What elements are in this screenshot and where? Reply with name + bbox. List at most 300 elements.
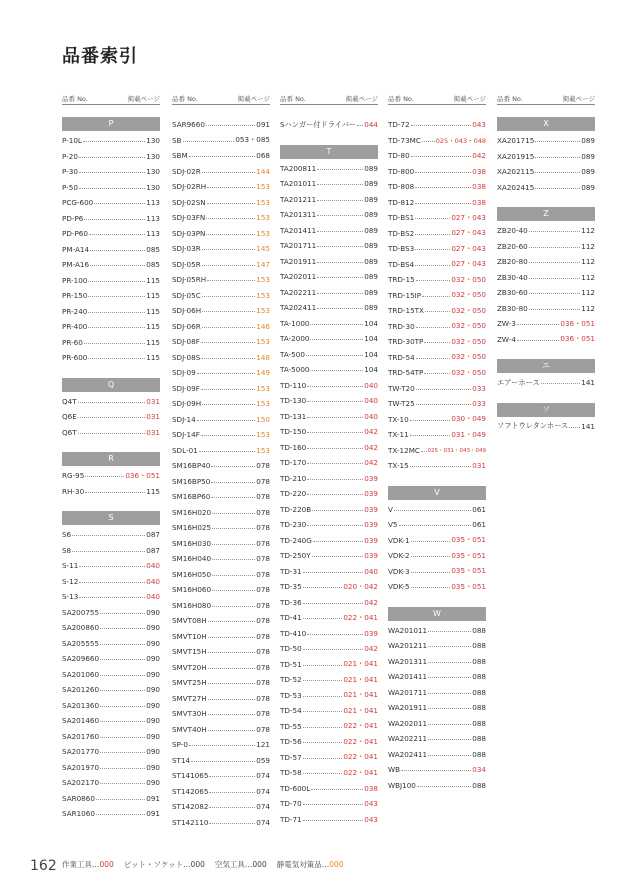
index-entry[interactable]: [172, 567, 270, 583]
index-entry[interactable]: [388, 762, 486, 778]
part-number: SA200860: [62, 623, 100, 633]
index-entry[interactable]: [172, 334, 270, 350]
index-entry[interactable]: [280, 238, 378, 254]
part-number: ST141065: [172, 771, 209, 781]
index-entry[interactable]: [388, 350, 486, 366]
page-ref: 088: [472, 687, 486, 697]
leader-dots: [307, 479, 363, 480]
index-entry[interactable]: [172, 396, 270, 412]
index-entry[interactable]: [172, 458, 270, 474]
index-entry[interactable]: [172, 675, 270, 691]
index-entry[interactable]: [62, 226, 160, 242]
index-entry[interactable]: [280, 455, 378, 471]
page-ref: 042: [364, 427, 378, 437]
index-entry[interactable]: [280, 347, 378, 363]
index-entry[interactable]: [280, 595, 378, 611]
index-entry[interactable]: [172, 784, 270, 800]
index-entry[interactable]: [172, 768, 270, 784]
index-entry[interactable]: [388, 272, 486, 288]
index-entry[interactable]: [172, 706, 270, 722]
index-entry[interactable]: [280, 641, 378, 657]
index-entry[interactable]: [388, 288, 486, 304]
page-ref: 036・051: [560, 318, 595, 328]
leader-dots: [303, 727, 343, 728]
part-number: TD-800: [388, 166, 415, 176]
leader-dots: [417, 786, 471, 787]
index-entry[interactable]: [62, 589, 160, 605]
leader-dots: [307, 386, 363, 387]
index-entry[interactable]: [172, 443, 270, 459]
leader-dots: [208, 652, 256, 653]
index-entry[interactable]: [62, 425, 160, 441]
part-number: ZB30-80: [497, 303, 528, 313]
page-ref: 032・050: [451, 274, 486, 284]
index-entry[interactable]: [388, 623, 486, 639]
page-ref: 085: [146, 260, 160, 270]
index-entry[interactable]: [388, 257, 486, 273]
leader-dots: [189, 156, 256, 157]
part-number: TD-72: [388, 120, 410, 130]
page-ref: 074: [256, 771, 270, 781]
index-entry[interactable]: [280, 285, 378, 301]
index-entry[interactable]: [497, 316, 595, 332]
index-entry[interactable]: [388, 412, 486, 428]
index-entry[interactable]: [172, 179, 270, 195]
index-entry[interactable]: [280, 765, 378, 781]
index-entry[interactable]: [62, 180, 160, 196]
index-entry[interactable]: [172, 303, 270, 319]
index-entry[interactable]: [388, 716, 486, 732]
index-entry[interactable]: [172, 350, 270, 366]
index-entry[interactable]: [388, 579, 486, 595]
index-entry[interactable]: [280, 192, 378, 208]
index-entry[interactable]: [388, 747, 486, 763]
page-ref: 089: [364, 210, 378, 220]
index-entry[interactable]: [172, 226, 270, 242]
index-entry[interactable]: [497, 270, 595, 286]
index-entry[interactable]: [280, 719, 378, 735]
index-entry[interactable]: [497, 149, 595, 165]
page-ref: 078: [256, 693, 270, 703]
leader-dots: [428, 677, 471, 678]
index-entry[interactable]: [497, 375, 595, 391]
index-entry[interactable]: [280, 471, 378, 487]
index-entry[interactable]: [280, 161, 378, 177]
section-header: エ: [497, 359, 595, 373]
index-entry[interactable]: [280, 378, 378, 394]
index-entry[interactable]: [172, 691, 270, 707]
index-entry[interactable]: [62, 558, 160, 574]
index-entry[interactable]: [280, 176, 378, 192]
leader-dots: [529, 231, 581, 232]
index-entry[interactable]: [280, 269, 378, 285]
index-entry[interactable]: [62, 682, 160, 698]
index-entry[interactable]: [172, 660, 270, 676]
index-entry[interactable]: [388, 517, 486, 533]
index-entry[interactable]: [172, 536, 270, 552]
leader-dots: [312, 510, 363, 511]
index-entry[interactable]: [497, 133, 595, 149]
index-entry[interactable]: [62, 468, 160, 484]
footer-category-label: 静電気対策品…: [276, 860, 330, 869]
part-number: RG-95: [62, 471, 85, 481]
column-header-code-label: 品番 No.: [172, 95, 198, 103]
footer-category-legend: [62, 859, 344, 870]
page-ref: 115: [146, 486, 160, 496]
index-entry[interactable]: [62, 667, 160, 683]
index-entry[interactable]: [172, 489, 270, 505]
page-ref: 090: [146, 607, 160, 617]
index-entry[interactable]: [172, 815, 270, 831]
index-entry[interactable]: [62, 698, 160, 714]
index-entry[interactable]: [280, 703, 378, 719]
index-entry[interactable]: [280, 393, 378, 409]
index-entry[interactable]: [280, 409, 378, 425]
page-ref: 040: [364, 411, 378, 421]
page-ref: 130: [146, 182, 160, 192]
index-entry[interactable]: [172, 272, 270, 288]
index-entry[interactable]: [388, 778, 486, 794]
part-number: TD-70: [280, 799, 302, 809]
index-entry[interactable]: [172, 613, 270, 629]
index-entry[interactable]: [388, 334, 486, 350]
index-entry[interactable]: [172, 133, 270, 149]
leader-dots: [208, 621, 256, 622]
index-entry[interactable]: [280, 750, 378, 766]
index-entry[interactable]: [388, 148, 486, 164]
index-entry[interactable]: [62, 335, 160, 351]
leader-dots: [100, 659, 145, 660]
index-entry[interactable]: [280, 486, 378, 502]
part-number: ZB20-80: [497, 257, 528, 267]
index-entry[interactable]: [388, 133, 486, 149]
index-entry[interactable]: [497, 239, 595, 255]
leader-dots: [307, 634, 363, 635]
index-entry[interactable]: [62, 605, 160, 621]
page-ref: 022・041: [343, 721, 378, 731]
index-entry[interactable]: [388, 164, 486, 180]
index-entry[interactable]: [172, 164, 270, 180]
index-entry[interactable]: [62, 636, 160, 652]
index-entry[interactable]: [62, 288, 160, 304]
part-number: TW-T20: [388, 383, 415, 393]
index-entry[interactable]: [280, 316, 378, 332]
index-entry[interactable]: [172, 241, 270, 257]
index-entry[interactable]: [280, 300, 378, 316]
index-entry[interactable]: [172, 381, 270, 397]
page-ref: 088: [472, 749, 486, 759]
index-entry[interactable]: [172, 753, 270, 769]
index-column-5: [497, 94, 595, 434]
page-ref: 090: [146, 638, 160, 648]
index-entry[interactable]: [497, 332, 595, 348]
page-ref: 039: [364, 628, 378, 638]
index-entry[interactable]: [172, 195, 270, 211]
index-entry[interactable]: [172, 427, 270, 443]
index-entry[interactable]: [172, 582, 270, 598]
part-number: TD-160: [280, 442, 307, 452]
part-number: P-50: [62, 182, 78, 192]
index-entry[interactable]: [172, 505, 270, 521]
page-ref: 078: [256, 507, 270, 517]
leader-dots: [416, 404, 472, 405]
leader-dots: [428, 693, 471, 694]
leader-dots: [100, 706, 145, 707]
index-entry[interactable]: [62, 574, 160, 590]
index-entry[interactable]: [388, 195, 486, 211]
index-entry[interactable]: [280, 548, 378, 564]
index-entry[interactable]: [280, 502, 378, 518]
leader-dots: [211, 466, 255, 467]
part-number: TX-11: [388, 430, 409, 440]
index-entry[interactable]: [62, 242, 160, 258]
column-header-code-label: 品番 No.: [280, 95, 306, 103]
index-entry[interactable]: [62, 744, 160, 760]
index-entry[interactable]: [62, 791, 160, 807]
part-number: TA201311: [280, 210, 317, 220]
leader-dots: [202, 265, 256, 266]
part-number: TD-600L: [280, 783, 311, 793]
index-entry[interactable]: [280, 672, 378, 688]
index-entry[interactable]: [280, 254, 378, 270]
leader-dots: [303, 649, 364, 650]
index-entry[interactable]: [280, 688, 378, 704]
index-entry[interactable]: [172, 257, 270, 273]
index-entry[interactable]: [280, 117, 378, 133]
index-entry[interactable]: [497, 223, 595, 239]
index-entry[interactable]: [388, 669, 486, 685]
index-entry[interactable]: [388, 226, 486, 242]
page-ref: 040: [146, 592, 160, 602]
index-entry[interactable]: [280, 533, 378, 549]
page-ref: 115: [146, 337, 160, 347]
index-entry[interactable]: [388, 319, 486, 335]
leader-dots: [424, 342, 450, 343]
index-entry[interactable]: [280, 223, 378, 239]
index-entry[interactable]: [62, 211, 160, 227]
page-ref: 141: [581, 421, 595, 431]
index-entry[interactable]: [172, 148, 270, 164]
page-ref: 153: [256, 197, 270, 207]
index-entry[interactable]: [388, 548, 486, 564]
index-entry[interactable]: [388, 731, 486, 747]
index-entry[interactable]: [62, 760, 160, 776]
index-entry[interactable]: [172, 629, 270, 645]
part-number: SM16BP60: [172, 492, 211, 502]
index-entry[interactable]: [62, 257, 160, 273]
index-entry[interactable]: [388, 502, 486, 518]
leader-dots: [208, 730, 256, 731]
index-entry[interactable]: [280, 207, 378, 223]
index-entry[interactable]: [280, 517, 378, 533]
page-ref: 027・043: [451, 243, 486, 253]
index-entry[interactable]: [388, 241, 486, 257]
page-ref: 089: [581, 136, 595, 146]
index-entry[interactable]: [172, 644, 270, 660]
index-entry[interactable]: [388, 458, 486, 474]
part-number: ST142110: [172, 817, 209, 827]
leader-dots: [303, 572, 364, 573]
leader-dots: [79, 157, 145, 158]
index-entry[interactable]: [280, 657, 378, 673]
part-number: SA205555: [62, 638, 100, 648]
part-number: TD-31: [280, 566, 302, 576]
index-entry[interactable]: [388, 427, 486, 443]
index-entry[interactable]: [62, 149, 160, 165]
part-number: SA201970: [62, 762, 100, 772]
index-entry[interactable]: [280, 781, 378, 797]
page-ref: 153: [256, 306, 270, 316]
part-number: SMVT25H: [172, 678, 207, 688]
page-ref: 040: [146, 576, 160, 586]
index-entry[interactable]: [62, 319, 160, 335]
index-entry[interactable]: [62, 133, 160, 149]
part-number: PM-A16: [62, 260, 90, 270]
page-ref: 090: [146, 747, 160, 757]
index-entry[interactable]: [62, 164, 160, 180]
index-entry[interactable]: [62, 775, 160, 791]
index-entry[interactable]: [497, 164, 595, 180]
index-entry[interactable]: [172, 210, 270, 226]
leader-dots: [84, 219, 145, 220]
index-entry[interactable]: [280, 610, 378, 626]
index-entry[interactable]: [62, 620, 160, 636]
index-entry[interactable]: [172, 598, 270, 614]
leader-dots: [85, 476, 124, 477]
index-column-1: [62, 94, 160, 822]
index-entry[interactable]: [388, 638, 486, 654]
page-ref: 141: [581, 378, 595, 388]
part-number: TD-220: [280, 489, 307, 499]
index-entry[interactable]: [62, 806, 160, 822]
index-entry[interactable]: [280, 440, 378, 456]
index-entry[interactable]: [388, 654, 486, 670]
leader-dots: [90, 250, 145, 251]
page-ref: 091: [146, 793, 160, 803]
index-entry[interactable]: [172, 117, 270, 133]
index-entry[interactable]: [388, 443, 486, 459]
index-entry[interactable]: [172, 288, 270, 304]
leader-dots: [307, 417, 363, 418]
index-entry[interactable]: [280, 331, 378, 347]
part-number: ST142082: [172, 802, 209, 812]
part-number: WA202411: [388, 749, 428, 759]
part-number: TD-80: [388, 151, 410, 161]
part-number: SDJ-05C: [172, 290, 201, 300]
column-header: [497, 94, 595, 105]
leader-dots: [212, 606, 255, 607]
index-entry[interactable]: [280, 362, 378, 378]
column-header-page-label: 掲載ページ: [237, 95, 270, 103]
index-entry[interactable]: [172, 365, 270, 381]
index-entry[interactable]: [388, 365, 486, 381]
index-entry[interactable]: [62, 304, 160, 320]
section-header: R: [62, 452, 160, 466]
index-entry[interactable]: [388, 117, 486, 133]
index-entry[interactable]: [280, 734, 378, 750]
page-ref: 146: [256, 321, 270, 331]
leader-dots: [209, 792, 255, 793]
leader-dots: [206, 234, 255, 235]
index-entry[interactable]: [62, 543, 160, 559]
leader-dots: [535, 172, 580, 173]
index-entry[interactable]: [497, 285, 595, 301]
index-entry[interactable]: [172, 551, 270, 567]
leader-dots: [415, 234, 450, 235]
index-entry[interactable]: [62, 729, 160, 745]
index-entry[interactable]: [388, 685, 486, 701]
index-entry[interactable]: [62, 409, 160, 425]
index-entry[interactable]: [497, 419, 595, 435]
page-ref: 089: [364, 272, 378, 282]
part-number: WA201011: [388, 625, 428, 635]
leader-dots: [211, 497, 255, 498]
part-number: SDJ-06R: [172, 321, 201, 331]
index-entry[interactable]: [388, 564, 486, 580]
index-entry[interactable]: [62, 394, 160, 410]
index-entry[interactable]: [388, 533, 486, 549]
leader-dots: [88, 281, 145, 282]
leader-dots: [541, 383, 581, 384]
part-number: WA202211: [388, 734, 428, 744]
index-entry[interactable]: [280, 796, 378, 812]
index-entry[interactable]: [172, 722, 270, 738]
index-entry[interactable]: [280, 812, 378, 828]
index-entry[interactable]: [497, 180, 595, 196]
index-column-3: [280, 94, 378, 827]
index-entry[interactable]: [497, 301, 595, 317]
index-entry[interactable]: [280, 579, 378, 595]
index-entry[interactable]: [62, 350, 160, 366]
index-entry[interactable]: [388, 179, 486, 195]
page-ref: 042: [364, 597, 378, 607]
index-entry[interactable]: [388, 396, 486, 412]
index-entry[interactable]: [62, 484, 160, 500]
footer-category: [62, 859, 114, 870]
leader-dots: [208, 637, 256, 638]
index-entry[interactable]: [388, 700, 486, 716]
part-number: SMVT30H: [172, 709, 207, 719]
index-entry[interactable]: [172, 737, 270, 753]
index-entry[interactable]: [280, 424, 378, 440]
index-entry[interactable]: [172, 520, 270, 536]
part-number: TD-230: [280, 520, 307, 530]
index-entry[interactable]: [62, 527, 160, 543]
index-entry[interactable]: [388, 210, 486, 226]
page-ref: 021・041: [343, 674, 378, 684]
index-entry[interactable]: [172, 412, 270, 428]
page-ref: 031: [146, 412, 160, 422]
index-entry[interactable]: [172, 799, 270, 815]
index-entry[interactable]: [497, 254, 595, 270]
column-header-code-label: 品番 No.: [497, 95, 523, 103]
index-entry[interactable]: [62, 651, 160, 667]
index-entry[interactable]: [280, 564, 378, 580]
index-entry[interactable]: [172, 319, 270, 335]
index-entry[interactable]: [172, 474, 270, 490]
leader-dots: [202, 296, 256, 297]
index-entry[interactable]: [280, 626, 378, 642]
index-entry[interactable]: [62, 713, 160, 729]
index-entry[interactable]: [62, 273, 160, 289]
leader-dots: [72, 551, 145, 552]
part-number: TA202411: [280, 303, 317, 313]
leader-dots: [410, 466, 472, 467]
index-entry[interactable]: [388, 381, 486, 397]
index-entry[interactable]: [62, 195, 160, 211]
part-number: SM16H030: [172, 538, 212, 548]
index-entry[interactable]: [388, 303, 486, 319]
